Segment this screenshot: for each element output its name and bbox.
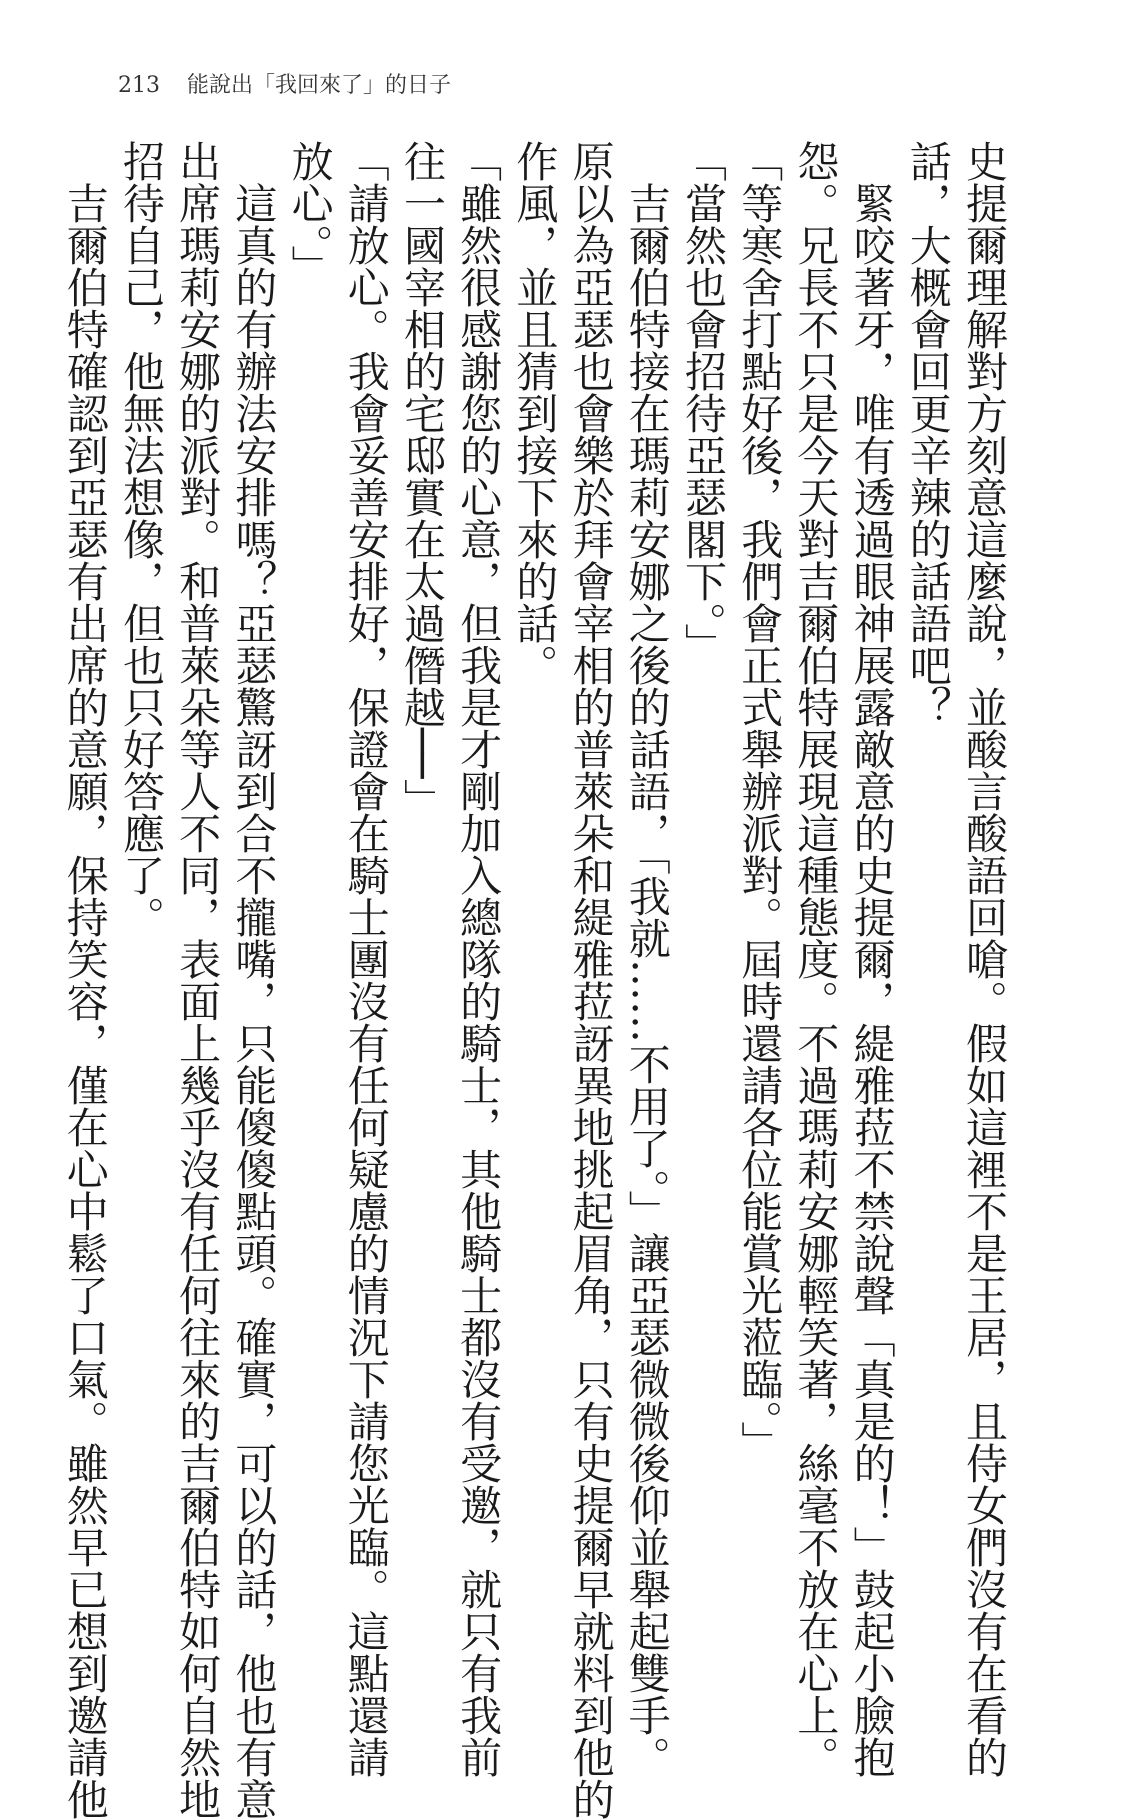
text-line: 「雖然很感謝您的心意，但我是才剛加入總隊的騎士，其他騎士都沒有受邀，就只有我前 — [454, 140, 504, 1778]
text-line: 出席瑪莉安娜的派對。和普萊朵等人不同，表面上幾乎沒有任何往來的吉爾伯特如何自然地 — [173, 140, 223, 1820]
text-line: 「請放心。我會妥善安排好，保證會在騎士團沒有任何疑慮的情況下請您光臨。這點還請 — [341, 140, 391, 1778]
text-line: 作風，並且猜到接下來的話。 — [510, 140, 560, 686]
chapter-title: 能說出「我回來了」的日子 — [187, 73, 452, 98]
text-line: 吉爾伯特確認到亞瑟有出席的意願，保持笑容，僅在心中鬆了口氣。雖然早已想到邀請他 — [60, 140, 110, 1820]
text-line: 緊咬著牙，唯有透過眼神展露敵意的史提爾，緹雅菈不禁說聲「真是的！」鼓起小臉抱 — [847, 140, 897, 1778]
text-line: 往一國宰相的宅邸實在太過僭越──」 — [397, 140, 447, 821]
text-line: 「當然也會招待亞瑟閣下。」 — [678, 140, 728, 665]
vertical-body-text — [60, 140, 1012, 1820]
page-number: 213 — [118, 73, 160, 98]
text-line: 話，大概會回更辛辣的話語吧？ — [903, 140, 953, 728]
text-line: 原以為亞瑟也會樂於拜會宰相的普萊朵和緹雅菈訝異地挑起眉角，只有史提爾早就料到他的 — [566, 140, 616, 1820]
text-line: 「等寒舍打點好後，我們會正式舉辦派對。屆時還請各位能賞光蒞臨。」 — [735, 140, 785, 1463]
text-line: 史提爾理解對方刻意這麼說，並酸言酸語回嗆。假如這裡不是王居，且侍女們沒有在看的 — [960, 140, 1009, 1778]
text-line: 招待自己，他無法想像，但也只好答應了。 — [116, 140, 166, 938]
running-header — [118, 66, 451, 106]
text-line: 怨。兄長不只是今天對吉爾伯特展現這種態度。不過瑪莉安娜輕笑著，絲毫不放在心上。 — [791, 140, 841, 1778]
text-line: 吉爾伯特接在瑪莉安娜之後的話語，「我就……不用了。」讓亞瑟微微後仰並舉起雙手。 — [622, 140, 672, 1778]
text-line: 放心。」 — [285, 140, 335, 287]
text-line: 這真的有辦法安排嗎？亞瑟驚訝到合不攏嘴，只能傻傻點頭。確實，可以的話，他也有意 — [229, 140, 279, 1820]
